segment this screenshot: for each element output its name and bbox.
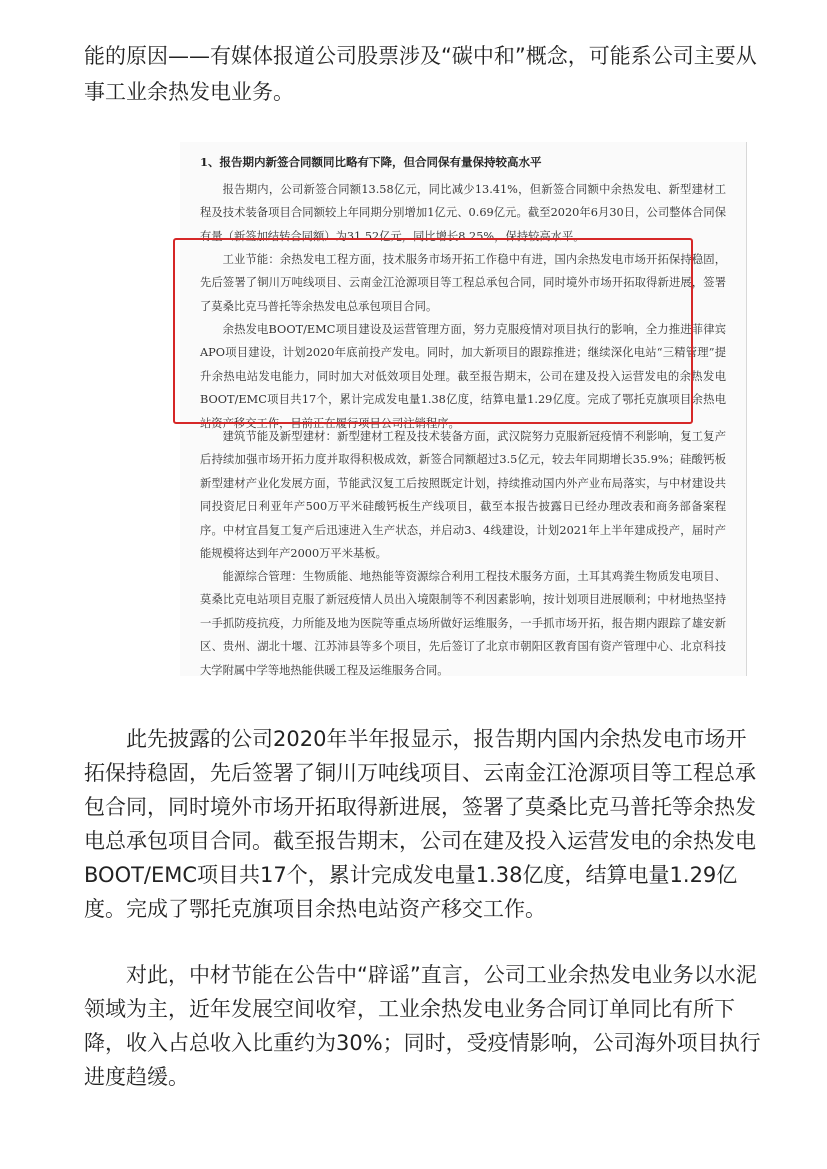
highlight-box — [173, 238, 693, 424]
scan-paragraph-5: 能源综合管理：生物质能、地热能等资源综合利用工程技术服务方面，土耳其鸡粪生物质发电项目、莫桑比克电站项目克服了新冠疫情人员出入境限制等不利因素影响，按计划项目进展顺利；中材地热坚持一手抓防疫抗疫，力所能及地为医院等重点场所做好运维服务，一手抓市场开拓，报告期内跟踪了雄安新区、贵州、湖北十堰、江苏沛县等多个项目，先后签订了北京市朝阳区教育国有资产管理中心、北京科技大学附属中学等地热能供暖工程及运维服务合同。 — [200, 570, 726, 677]
body-paragraph-1: 此先披露的公司2020年半年报显示，报告期内国内余热发电市场开拓保持稳固，先后签署了铜川万吨线项目、云南金江沧源项目等工程总承包合同，同时境外市场开拓取得新进展，签署了莫桑比克马普托等余热发电总承包项目合同。截至报告期末，公司在建及投入运营发电的余热发电BOOT/EMC项目共17个，累计完成发电量1.38亿度，结算电量1.29亿度。完成了鄂托克旗项目余热电站资产移交工作。 — [84, 727, 756, 921]
scan-paragraph-1: 报告期内，公司新签合同额13.58亿元，同比减少13.41%，但新签合同额中余热发电、新型建材工程及技术装备项目合同额较上年同期分别增加1亿元、0.69亿元。截至2020年6月30日，公司整体合同保有量（新签加结转合同额）为31.52亿元，同比增长8.25%，保持较高水平。 — [200, 183, 726, 243]
scan-heading: 1、报告期内新签合同额同比略有下降，但合同保有量保持较高水平 — [200, 155, 542, 169]
body-paragraph-2: 对此，中材节能在公告中“辟谣”直言，公司工业余热发电业务以水泥领域为主，近年发展空间收窄，工业余热发电业务合同订单同比有所下降，收入占总收入比重约为30%；同时，受疫情影响，公司海外项目执行进度趋缓。 — [84, 963, 761, 1089]
intro-paragraph: 能的原因——有媒体报道公司股票涉及“碳中和”概念，可能系公司主要从事工业余热发电业务。 — [84, 44, 757, 104]
scan-paragraph-4: 建筑节能及新型建材：新型建材工程及技术装备方面，武汉院努力克服新冠疫情不利影响，复工复产后持续加强市场开拓力度并取得积极成效，新签合同额超过3.5亿元，较去年同期增长35.9%；硅酸钙板新型建材产业化发展方面，节能武汉复工后按照既定计划，持续推动国内外产业布局落实，与中材建设共同投资尼日利亚年产500万平米硅酸钙板生产线项目，截至本报告披露日已经办理改表和商务部备案程序。中材宜昌复工复产后迅速进入生产状态，并启动3、4线建设，计划2021年上半年建成投产，届时产能规模将达到年产2000万平米基板。 — [200, 430, 726, 561]
scan-paragraph-3: 余热发电BOOT/EMC项目建设及运营管理方面，努力克服疫情对项目执行的影响，全力推进菲律宾APO项目建设，计划2020年底前投产发电。同时，加大新项目的跟踪推进；继续深化电站“三精管理”提升余热电站发电能力，同时加大对低效项目处理。截至报告期末，公司在建及投入运营发电的余热发电BOOT/EMC项目共17个，累计完成发电量1.38亿度，结算电量1.29亿度。完成了鄂托克旗项目余热电站资产移交工作，目前正在履行项目公司注销程序。 — [200, 323, 726, 430]
scan-paragraph-2: 工业节能：余热发电工程方面，技术服务市场开拓工作稳中有进，国内余热发电市场开拓保持稳固，先后签署了铜川万吨线项目、云南金江沧源项目等工程总承包合同，同时境外市场开拓取得新进展，签署了莫桑比克马普托等余热发电总承包项目合同。 — [200, 253, 726, 313]
